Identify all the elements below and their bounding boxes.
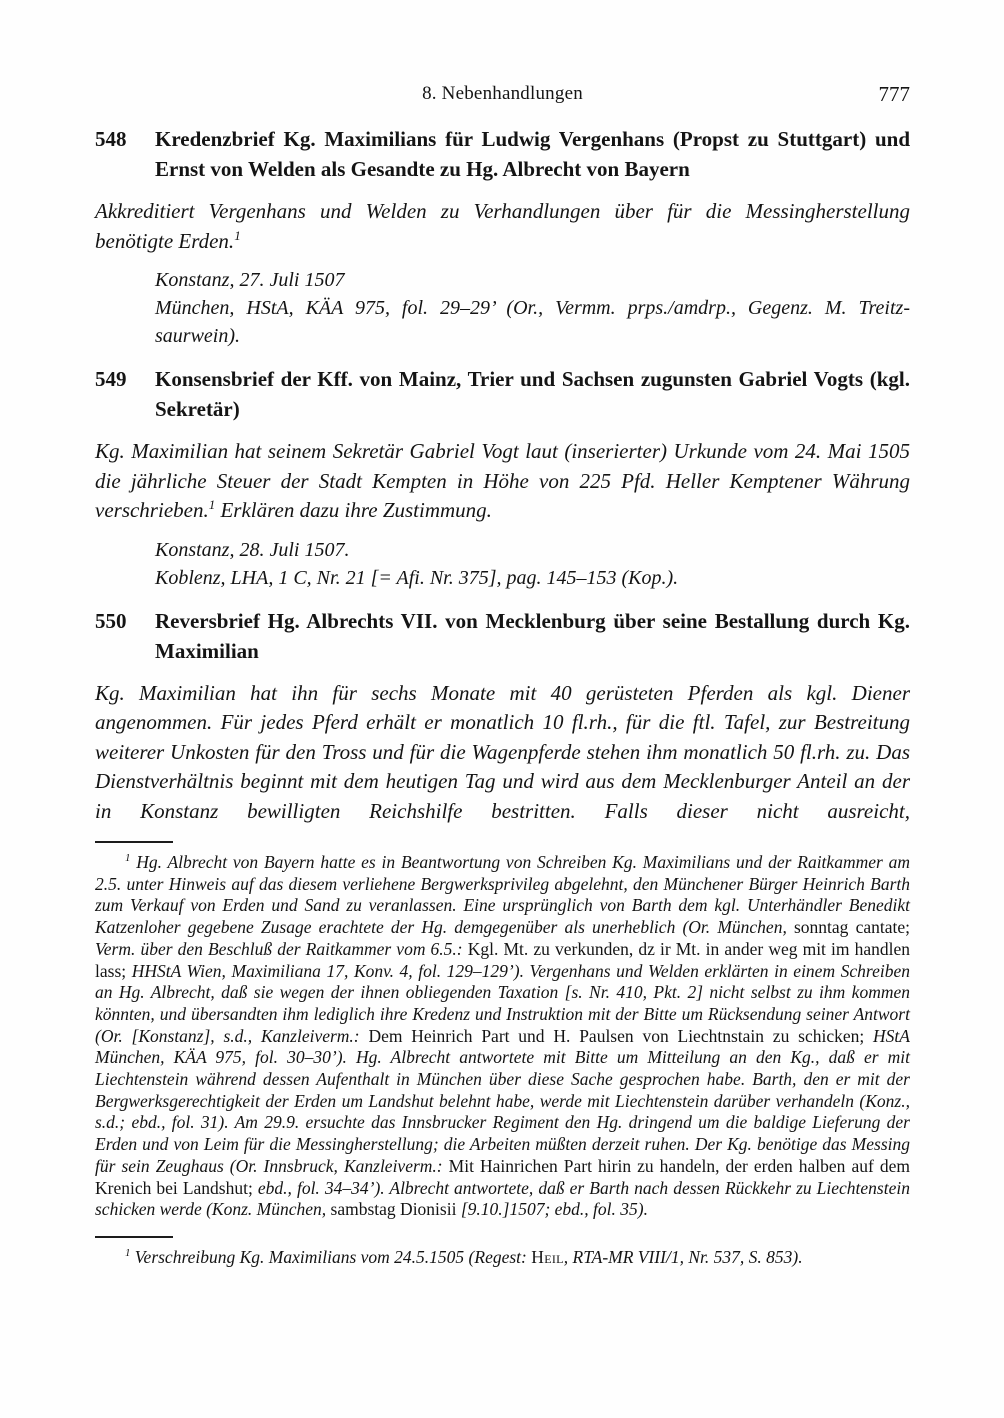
entry-summary: [95, 679, 910, 827]
text-segment: Akkreditiert Vergenhans und Welden zu Verhandlungen über für die Messingherstellung benötigte Erden.: [95, 199, 910, 253]
entry-title: Kredenzbrief Kg. Maximilians für Ludwig Vergenhans (Propst zu Stuttgart) und Ernst von Welden als Gesandte zu Hg. Albrecht von Bayern: [155, 127, 910, 181]
text-segment: sonntag cantate;: [793, 917, 910, 938]
entry-550: [95, 606, 910, 827]
text-segment: sambstag Dionisii: [330, 1199, 461, 1220]
entry-number: 548: [95, 127, 127, 151]
footnote-marker: 1: [208, 497, 216, 512]
running-header: [95, 82, 910, 108]
regest-entries: [95, 124, 910, 826]
dating-line: Koblenz, LHA, 1 C, Nr. 21 [= Afi. Nr. 375], pag. 145–153 (Kop.).: [155, 566, 679, 589]
footnote-block-2: [95, 1236, 910, 1269]
entry-dating: [155, 266, 910, 350]
text-segment: Kg. Maximilian hat ihn für sechs Monate mit 40 gerüsteten Pferden als kgl. Diener angenommen. Für jedes Pferd erhält er monatlich 10 fl.rh., für die ftl. Tafel, zur Bestreitung weiterer Unkosten für den Tross und für die Wagenpferde stehen ihm monatlich 50 fl.rh. zu. Das Dienstverhältnis beginnt mit dem heutigen Tag und wird aus dem Mecklenburger Anteil an der in Konstanz bewilligten Reichshilfe bestritten. Falls dieser nicht ausreicht,: [95, 680, 910, 823]
text-segment: Verschreibung Kg. Maximilians vom 24.5.1505 (Regest:: [134, 1246, 532, 1267]
entry-heading: [95, 606, 910, 666]
footnote-rule: [95, 841, 173, 843]
text-segment: Heil: [531, 1246, 564, 1267]
text-segment: Dem Heinrich Part und H. Paulsen von Liechtnstain zu schicken;: [368, 1025, 874, 1046]
footnote-text: [95, 1247, 910, 1269]
dating-line: München, HStA, KÄA 975, fol. 29–29’ (Or., Vermm. prps./amdrp., Gegenz. M. Treitz-saurwein).: [155, 297, 910, 347]
entry-dating: [155, 536, 910, 592]
entry-title: Konsensbrief der Kff. von Mainz, Trier und Sachsen zugunsten Gabriel Vogts (kgl. Sekretär): [155, 367, 910, 421]
entry-549: [95, 364, 910, 592]
text-segment: Erklären dazu ihre Zustimmung.: [215, 498, 492, 522]
footnote-marker: 1: [234, 227, 241, 243]
section-title: 8. Nebenhandlungen: [422, 83, 583, 104]
footnote-marker: 1: [125, 852, 131, 865]
entry-heading: [95, 124, 910, 184]
text-segment: Mit Hainrichen Part hirin zu handeln, der erden halben auf dem Krenich bei Landshut;: [95, 1155, 910, 1198]
footnote-rule: [95, 1236, 173, 1238]
entry-summary: [95, 197, 910, 256]
text-segment: ebd., fol. 34–34’). Albrecht antwortete, daß er Barth nach dessen Rückkehr zu Liechtenstein schicken werde (Konz. München,: [95, 1177, 910, 1220]
footnote-area: [95, 841, 910, 1269]
entry-number: 549: [95, 367, 127, 391]
text-segment: HStA München, KÄA 975, fol. 30–30’). Hg. Albrecht antwortete mit Bitte um Mitteilung an den Kg., daß er mit Liechtenstein während dessen Aufenthalt in München über diese Sache gesprochen habe. Barth, den er mit der Bergwerksgerechtigkeit der Erden um Landshut belehnt habe, werde mit Liechtenstein darüber verhandeln (Konz., s.d.; ebd., fol. 31). Am 29.9. ersuchte das Innsbrucker Regiment den Hg. dringend um die baldige Lieferung der Erden und von Leim für die Messingherstellung; die Arbeiten müßten derzeit ruhen. Der Kg. benötige das Messing für sein Zeughaus (Or. Innsbruck, Kanzleiverm.:: [95, 1025, 910, 1176]
footnote-block-1: [95, 841, 910, 1221]
entry-summary: [95, 437, 910, 526]
text-segment: , RTA-MR VIII/1, Nr. 537, S. 853).: [563, 1246, 803, 1267]
text-segment: Verm. über den Beschluß der Raitkammer vom 6.5.:: [95, 938, 468, 959]
text-segment: Kgl. Mt. zu verkunden, dz ir Mt. in ander weg mit im handlen lass;: [95, 938, 910, 981]
entry-number: 550: [95, 608, 127, 633]
page-number: 777: [878, 82, 910, 106]
entry-548: [95, 124, 910, 350]
entry-heading: [95, 364, 910, 424]
entry-title: Reversbrief Hg. Albrechts VII. von Mecklenburg über seine Bestallung durch Kg. Maximilian: [155, 608, 910, 663]
text-segment: Kg. Maximilian hat seinem Sekretär Gabriel Vogt laut (inserierter) Urkunde vom 24. Mai 1505 die jährliche Steuer der Stadt Kempten in Höhe von 225 Pfd. Heller Kemptener Währung verschrieben.: [95, 439, 910, 522]
dating-line: Konstanz, 28. Juli 1507.: [155, 538, 350, 561]
dating-line: Konstanz, 27. Juli 1507: [155, 269, 345, 291]
footnote-text: [95, 852, 910, 1221]
text-segment: HHStA Wien, Maximiliana 17, Konv. 4, fol. 129–129’). Vergenhans und Welden erklärten in einem Schreiben an Hg. Albrecht, daß sie wegen der ihnen obliegenden Taxation [s. Nr. 410, Pkt. 2] nicht selbst zu ihm kommen könnten, und übersandten ihm lediglich ihre Kredenz und Instruktion mit der Bitte um Rücksendung seiner Antwort (Or. [Konstanz], s.d., Kanzleiverm.:: [95, 960, 910, 1046]
text-segment: Hg. Albrecht von Bayern hatte es in Beantwortung von Schreiben Kg. Maximilians und der Raitkammer am 2.5. unter Hinweis auf das diesem verliehene Bergwerksprivileg abgelehnt, den Münchener Bürger Heinrich Barth zum Verkauf von Erden und Sand zu veranlassen. Eine ursprünglich von Barth dem kgl. Unterhändler Benedikt Katzenloher gegebene Zusage erachtete der Hg. demgegenüber als unerheblich (Or. München,: [95, 852, 910, 938]
footnote-marker: 1: [125, 1247, 131, 1260]
text-segment: [9.10.]1507; ebd., fol. 35).: [460, 1199, 648, 1220]
